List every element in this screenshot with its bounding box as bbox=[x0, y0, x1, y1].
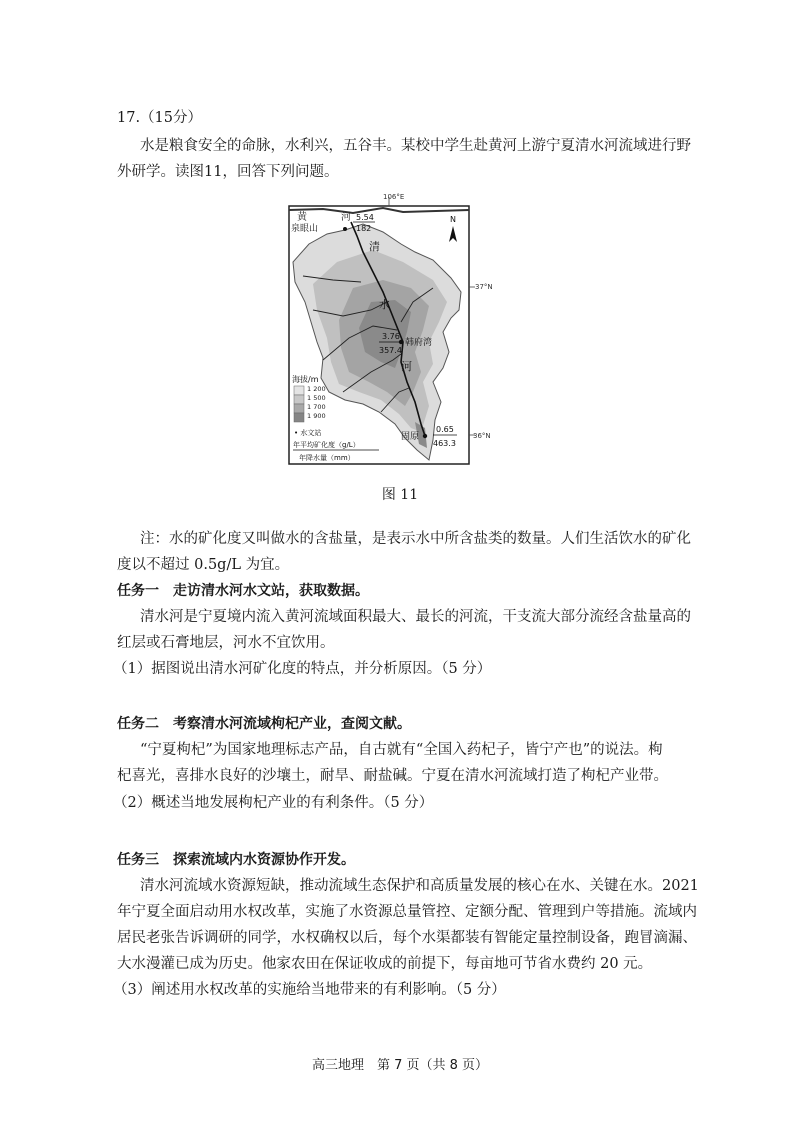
task3-line-2: 年宁夏全面启动用水权改革，实施了水资源总量管控、定额分配、管理到户等措施。流域内 bbox=[117, 904, 697, 920]
page-footer: 高三地理 第 7 页（共 8 页） bbox=[311, 1058, 489, 1073]
task1-title: 任务一 走访清水河水文站，获取数据。 bbox=[117, 583, 369, 599]
note-line-1: 注：水的矿化度又叫做水的含盐量，是表示水中所含盐类的数量。人们生活饮水的矿化 bbox=[140, 531, 691, 547]
station-1-runoff: 182 bbox=[356, 224, 372, 233]
task2-question: （2）概述当地发展枸杞产业的有利条件。（5 分） bbox=[113, 795, 434, 811]
legend-title: 海拔/m bbox=[292, 375, 319, 384]
legend-level-1: 1 200 bbox=[307, 385, 326, 393]
place-guoyuan: 固原 bbox=[401, 432, 420, 442]
legend-swatch-3 bbox=[294, 404, 304, 413]
lat-label-36: 36°N bbox=[473, 432, 491, 440]
svg-text:N: N bbox=[450, 215, 456, 224]
place-hanfuwan: 韩府湾 bbox=[405, 338, 433, 348]
station-3-dot bbox=[423, 434, 427, 438]
station-2-mineral: 3.76 bbox=[382, 332, 400, 341]
task1-line-1: 清水河是宁夏境内流入黄河流域面积最大、最长的河流，干支流大部分流经含盐量高的 bbox=[140, 609, 691, 625]
map-svg bbox=[283, 192, 493, 467]
legend-level-4: 1 900 bbox=[307, 412, 326, 420]
intro-line-2: 外研学。读图11，回答下列问题。 bbox=[117, 164, 339, 180]
task3-question: （3）阐述用水权改革的实施给当地带来的有利影响。（5 分） bbox=[113, 982, 506, 998]
task2-title: 任务二 考察清水河流域枸杞产业，查阅文献。 bbox=[117, 716, 411, 732]
note-line-2: 度以不超过 0.5g/L 为宜。 bbox=[117, 557, 290, 573]
river-char-qing: 清 bbox=[369, 240, 380, 253]
task3-line-3: 居民老张告诉调研的同学，水权确权以后，每个水渠都装有智能定量控制设备，跑冒滴漏、 bbox=[117, 930, 697, 946]
legend-mineral: 年平均矿化度（g/L） bbox=[293, 441, 360, 449]
station-2-runoff: 357.4 bbox=[379, 346, 402, 355]
legend-swatch-4 bbox=[294, 413, 304, 422]
legend-station: • 水文站 bbox=[294, 429, 322, 437]
river-char-shui: 水 bbox=[379, 298, 390, 311]
station-3-runoff: 463.3 bbox=[433, 439, 456, 448]
station-1-dot bbox=[343, 227, 347, 231]
river-char-he: 河 bbox=[401, 360, 412, 373]
lat-label-37: 37°N bbox=[475, 283, 493, 291]
river-label-he: 河 bbox=[341, 212, 351, 223]
figure-11-map bbox=[283, 192, 493, 467]
place-quanyanshan: 泉眼山 bbox=[291, 224, 319, 234]
station-3-mineral: 0.65 bbox=[436, 425, 454, 434]
intro-line-1: 水是粮食安全的命脉，水利兴，五谷丰。某校中学生赴黄河上游宁夏清水河流域进行野 bbox=[140, 138, 691, 154]
legend-level-3: 1 700 bbox=[307, 403, 326, 411]
legend-level-2: 1 500 bbox=[307, 394, 326, 402]
lon-label: 106°E bbox=[383, 193, 405, 201]
task2-line-2: 杞喜光，喜排水良好的沙壤土，耐旱、耐盐碱。宁夏在清水河流域打造了枸杞产业带。 bbox=[117, 768, 668, 784]
figure-caption: 图 11 bbox=[381, 487, 419, 503]
station-1-mineral: 5.54 bbox=[356, 213, 374, 222]
legend-swatch-2 bbox=[294, 395, 304, 404]
legend-swatch-1 bbox=[294, 386, 304, 395]
task3-line-1: 清水河流域水资源短缺，推动流域生态保护和高质量发展的核心在水、关键在水。2021 bbox=[140, 878, 699, 894]
question-header: 17.（15分） bbox=[117, 110, 203, 126]
task3-title: 任务三 探索流域内水资源协作开发。 bbox=[117, 852, 355, 868]
task1-question: （1）据图说出清水河矿化度的特点，并分析原因。（5 分） bbox=[113, 661, 492, 677]
river-label-huang: 黄 bbox=[297, 212, 307, 223]
task1-line-2: 红层或石膏地层，河水不宜饮用。 bbox=[117, 635, 335, 651]
task3-line-4: 大水漫灌已成为历史。他家农田在保证收成的前提下，每亩地可节省水费约 20 元。 bbox=[117, 956, 653, 972]
legend-runoff: 年降水量（mm） bbox=[299, 454, 355, 462]
task2-line-1: “宁夏枸杞”为国家地理标志产品，自古就有“全国入药杞子，皆宁产也”的说法。枸 bbox=[140, 742, 663, 758]
